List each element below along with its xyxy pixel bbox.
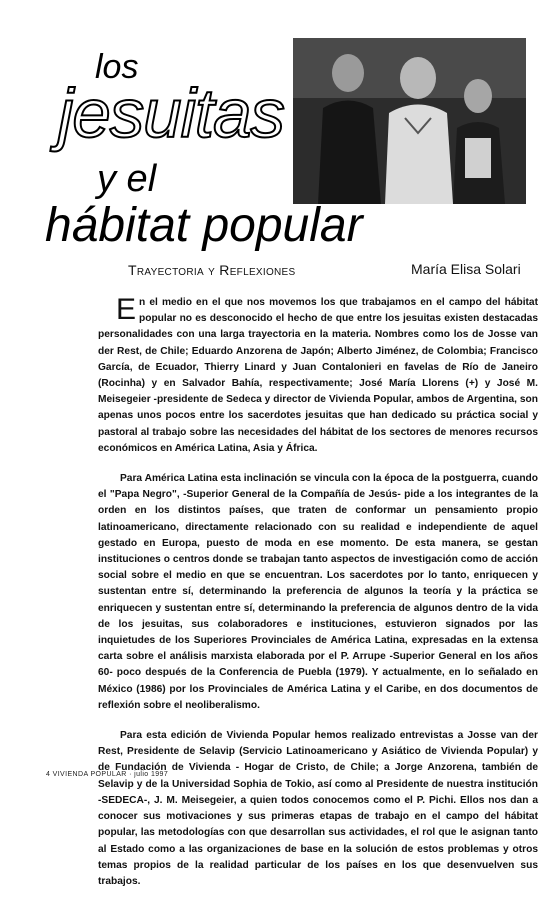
paragraph-1-text: n el medio en el que nos movemos los que trabajamos en el campo del hábitat popular no es desconocido el hecho de que entre los jesuitas existen destacadas personalidades con una larga trayectoria en la materia. Nombres como los de Josse van der Rest, de Chile; Eduardo Anzorena de Japón; Alberto Jiménez, de Colombia; Francisco García, de Ecuador, Thierry Linard y Juan Contalonieri en favelas de Río de Janeiro (Rocinha) y en Salvador Bahía, respectivamente; José María Llorens (+) y José M. Meisegeier -presidente de Sedeca y director de Vivienda Popular, ambos de Argentina, son apenas unos pocos entre los sacerdotes jesuitas que han dedicado su práctica social y pastoral al trabajo sobre las necesidades del hábitat de los sectores de menores recursos económicos en América Latina, Asia y África. xyxy=(98,297,538,454)
page-footer: 4 VIVIENDA POPULAR · julio 1997 xyxy=(46,771,169,778)
title-line-habitat-popular: hábitat popular xyxy=(45,199,363,252)
jesuit-group-photo xyxy=(293,38,526,204)
article-body xyxy=(98,295,538,904)
paragraph-1 xyxy=(98,295,538,457)
paragraph-2: Para América Latina esta inclinación se vincula con la época de la postguerra, cuando el "Papa Negro", -Superior General de la Compañía de Jesús- pide a los integrantes de la orden en los distintos países, que traten de conformar un pensamiento propio latinoamericano, directamente relacionado con su realidad e independiente de aquel gestado en Europa, puesto de moda en ese momento. De esta manera, se gestan instituciones o centros donde se trabajan tanto aspectos de investigación como de acción social sobre el medio en que se encuentran. Los sacerdotes por lo tanto, enriquecen y sustentan entre sí, determinando la preferencia de algunos la teoría y la práctica se enriquecen y sustentan entre sí, determinando la preferencia de algunos dentro de la vida de los jesuitas, sus colaboradores e instituciones, estuvieron signados por las inquietudes de los Superiores Provinciales de América Latina, expresadas en la extensa carta sobre el análisis marxista elaborada por el P. Arrupe -Superior General en los años 60- poco después de la Conferencia de Puebla (1979). Y actualmente, en lo señalado en México (1986) por los Provinciales de América Latina y el Caribe, en dos documentos de reflexión sobre el neoliberalismo. xyxy=(98,473,538,711)
article-author: María Elisa Solari xyxy=(411,261,521,277)
title-line-y-el: y el xyxy=(97,158,157,200)
paragraph-3: Para esta edición de Vivienda Popular hemos realizado entrevistas a Josse van der Rest, Presidente de Selavip (Servicio Latinoamericano y Asiático de Vivienda Popular) y de Fundación de Vivienda - Hogar de Cristo, de Chile; a Jorge Anzorena, también de Selavip y de la Universidad Sophia de Tokio, así como al Presidente de nuestra institución -SEDECA-, J. M. Meisegeier, a quien todos conocemos como el P. Pichi. Ellos nos dan a conocer sus motivaciones y sus primeras etapas de trabajo en el campo del hábitat popular, las metodologías con que desarrollan sus actividades, el rol que le asignan tanto al Estado como a las organizaciones de base en la solución de estos problemas y otros temas propios de la realidad particular de los países en los que desenvuelven sus trabajos. xyxy=(98,730,538,887)
article-subtitle: Trayectoria y Reflexiones xyxy=(128,262,296,278)
title-line-los: los xyxy=(95,48,139,86)
drop-cap: E xyxy=(116,293,137,326)
title-line-jesuitas: jesuitas xyxy=(58,75,284,152)
photo-image xyxy=(293,38,526,204)
